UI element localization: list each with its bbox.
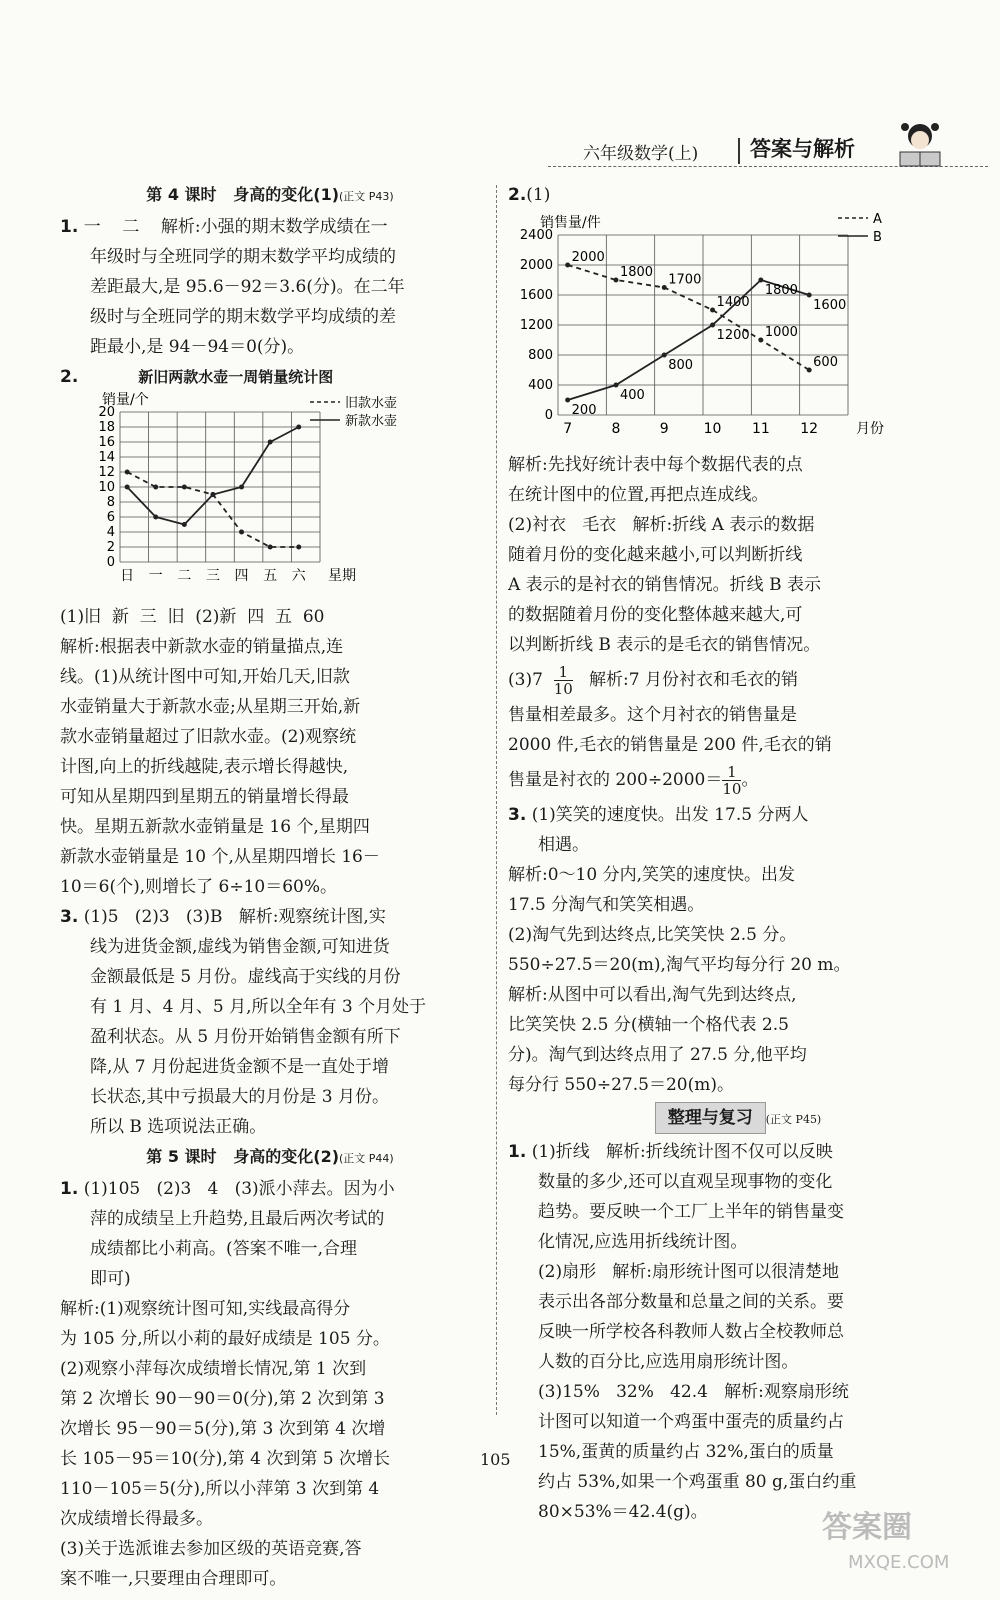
text-line: 距最小,是 94－94＝0(分)。 bbox=[90, 337, 305, 357]
y-tick-label: 2000 bbox=[519, 258, 553, 273]
legend-label: 旧款水壶 bbox=[345, 396, 398, 411]
text-line: 长 105－95＝10(分),第 4 次到第 5 次增长 bbox=[60, 1449, 391, 1469]
x-tick-label: 三 bbox=[205, 568, 220, 584]
review-heading: 整理与复习 (正文 P45) bbox=[508, 1102, 968, 1135]
fraction-1-10: $\frac{1}{10}$ bbox=[553, 663, 573, 698]
text-line: 1. 一 二 解析:小强的期末数学成绩在一 bbox=[60, 217, 388, 237]
text-line: 550÷27.5＝20(m),淘气平均每分行 20 m。 bbox=[508, 955, 851, 975]
text-line: 10＝6(个),则增长了 6÷10＝60%。 bbox=[60, 877, 337, 897]
x-tick-label: 日 bbox=[120, 568, 135, 584]
data-label: 800 bbox=[668, 358, 694, 373]
header-divider bbox=[738, 138, 740, 164]
text-line: 为 105 分,所以小莉的最好成绩是 105 分。 bbox=[60, 1329, 390, 1349]
watermark-logo: 答案圈 bbox=[822, 1510, 912, 1545]
text-line: 新款水壶销量是 10 个,从星期四增长 16－ bbox=[60, 847, 380, 867]
text-line: 以判断折线 B 表示的是毛衣的销售情况。 bbox=[508, 635, 821, 655]
text-line: (3)关于选派谁去参加区级的英语竞赛,答 bbox=[60, 1539, 362, 1559]
data-label: 1800 bbox=[764, 283, 798, 298]
question-number: 1. bbox=[60, 217, 79, 237]
data-label: 600 bbox=[813, 355, 838, 370]
text-line: 化情况,应选用折线统计图。 bbox=[538, 1232, 748, 1252]
text-line: 萍的成绩呈上升趋势,且最后两次考试的 bbox=[90, 1209, 385, 1229]
text-line: 80×53%＝42.4(g)。 bbox=[538, 1502, 708, 1522]
text-line: 即可) bbox=[90, 1269, 131, 1289]
x-tick-label: 7 bbox=[563, 421, 573, 437]
text-line: 1. (1)折线 解析:折线统计图不仅可以反映 bbox=[508, 1142, 833, 1162]
text-line: 差距最大,是 95.6－92＝3.6(分)。在二年 bbox=[90, 277, 405, 297]
data-label: 1400 bbox=[716, 295, 750, 310]
data-point bbox=[296, 425, 301, 430]
text-line: 售量相差最多。这个月衬衣的销售量是 bbox=[508, 705, 797, 725]
question-number: 1. bbox=[508, 1142, 527, 1162]
text-line: 计图可以知道一个鸡蛋中蛋壳的质量约占 bbox=[538, 1412, 844, 1432]
y-tick-label: 14 bbox=[98, 450, 115, 465]
column-divider bbox=[496, 185, 497, 1415]
data-point bbox=[662, 285, 667, 290]
data-label: 1200 bbox=[716, 328, 750, 343]
answer-review-q1 bbox=[508, 1137, 968, 1527]
data-point bbox=[710, 323, 715, 328]
data-point bbox=[807, 368, 812, 373]
book-subtitle: 六年级数学(上) bbox=[583, 144, 699, 164]
legend-label: 新款水壶 bbox=[345, 414, 398, 429]
series-line bbox=[127, 472, 299, 547]
data-point bbox=[296, 545, 301, 550]
y-tick-label: 800 bbox=[528, 348, 553, 363]
data-point bbox=[239, 530, 244, 535]
question-number: 3. bbox=[60, 907, 79, 927]
text-line: 盈利状态。从 5 月份开始销售金额有所下 bbox=[90, 1027, 401, 1047]
series-line bbox=[568, 280, 810, 400]
data-point bbox=[210, 492, 215, 497]
text-line: 款水壶销量超过了旧款水壶。(2)观察统 bbox=[60, 727, 357, 747]
text-line: (2)观察小萍每次成绩增长情况,第 1 次到 bbox=[60, 1359, 367, 1379]
text-line: 次增长 95－90＝5(分),第 3 次到第 4 次增 bbox=[60, 1419, 386, 1439]
text-line: 17.5 分淘气和笑笑相遇。 bbox=[508, 895, 705, 915]
data-label: 2000 bbox=[571, 250, 605, 265]
text-line: 金额最低是 5 月份。虚线高于实线的月份 bbox=[90, 967, 401, 987]
y-tick-label: 1600 bbox=[519, 288, 553, 303]
x-tick-label: 五 bbox=[263, 568, 278, 584]
data-point bbox=[758, 338, 763, 343]
y-tick-label: 2 bbox=[106, 540, 115, 555]
data-label: 200 bbox=[571, 403, 597, 418]
y-tick-label: 20 bbox=[98, 405, 115, 420]
text-line: 相遇。 bbox=[538, 835, 589, 855]
text-line: 解析:根据表中新款水壶的销量描点,连 bbox=[60, 637, 344, 657]
x-tick-label: 8 bbox=[611, 421, 621, 437]
legend-label: A bbox=[873, 212, 882, 227]
text-line: 3. (1)笑笑的速度快。出发 17.5 分两人 bbox=[508, 805, 809, 825]
text-line: 2000 件,毛衣的销售量是 200 件,毛衣的销 bbox=[508, 735, 832, 755]
text-line: 所以 B 选项说法正确。 bbox=[90, 1117, 267, 1137]
x-axis-label: 月份 bbox=[856, 421, 884, 437]
text-line: 有 1 月、4 月、5 月,所以全年有 3 个月处于 bbox=[90, 997, 427, 1017]
data-label: 1700 bbox=[668, 272, 702, 288]
text-line: 级时与全班同学的期末数学平均成绩的差 bbox=[90, 307, 396, 327]
text-line: (2)淘气先到达终点,比笑笑快 2.5 分。 bbox=[508, 925, 797, 945]
data-point bbox=[125, 485, 130, 490]
answer-l5-q1 bbox=[60, 1174, 480, 1294]
text-line: (2)衬衣 毛衣 解析:折线 A 表示的数据 bbox=[508, 515, 815, 535]
text-line: (2)扇形 解析:扇形统计图可以很清楚地 bbox=[538, 1262, 840, 1282]
text-line: (3)15% 32% 42.4 解析:观察扇形统 bbox=[538, 1382, 849, 1402]
text-line: 表示出各部分数量和总量之间的关系。要 bbox=[538, 1292, 844, 1312]
question-number: 1. bbox=[60, 1179, 79, 1199]
data-point bbox=[182, 485, 187, 490]
data-point bbox=[662, 353, 667, 358]
answer-q2-text bbox=[60, 602, 480, 902]
data-point bbox=[153, 515, 158, 520]
right-column bbox=[508, 180, 968, 1527]
data-point bbox=[613, 278, 618, 283]
answer-q3 bbox=[60, 902, 480, 1142]
x-axis-label: 星期 bbox=[328, 568, 356, 584]
text-line: 线为进货金额,虚线为销售金额,可知进货 bbox=[90, 937, 390, 957]
text-line: 水壶销量大于新款水壶;从星期三开始,新 bbox=[60, 697, 361, 717]
text-line: 年级时与全班同学的期末数学平均成绩的 bbox=[90, 247, 396, 267]
x-tick-label: 六 bbox=[291, 568, 306, 584]
text-line: 解析:先找好统计表中每个数据代表的点 bbox=[508, 455, 803, 475]
text-line: 1. (1)105 (2)3 4 (3)派小萍去。因为小 bbox=[60, 1179, 395, 1199]
page-number: 105 bbox=[480, 1450, 511, 1469]
answer-q1 bbox=[60, 212, 480, 362]
text-line: 约占 53%,如果一个鸡蛋重 80 g,蛋白约重 bbox=[538, 1472, 857, 1492]
mascot-reading-icon bbox=[885, 118, 955, 173]
y-tick-label: 4 bbox=[106, 525, 115, 540]
y-tick-label: 10 bbox=[98, 480, 115, 495]
data-point bbox=[565, 263, 570, 268]
text-line: 3. (1)5 (2)3 (3)B 解析:观察统计图,实 bbox=[60, 907, 386, 927]
left-column bbox=[60, 180, 480, 1594]
data-label: 1800 bbox=[619, 265, 654, 280]
text-line: 每分行 550÷27.5＝20(m)。 bbox=[508, 1075, 734, 1095]
y-tick-label: 1200 bbox=[519, 318, 553, 333]
legend-label: B bbox=[873, 230, 882, 245]
data-point bbox=[268, 545, 273, 550]
kettle-sales-chart bbox=[60, 392, 480, 592]
text-line: 解析:0～10 分内,笑笑的速度快。出发 bbox=[508, 865, 795, 885]
x-tick-label: 一 bbox=[148, 568, 163, 584]
fraction-1-10-result: $\frac{1}{10}$ bbox=[722, 763, 742, 798]
text-line: 计图,向上的折线越陡,表示增长得越快, bbox=[60, 757, 349, 777]
data-point bbox=[239, 485, 244, 490]
text-line: 趋势。要反映一个工厂上半年的销售量变 bbox=[538, 1202, 844, 1222]
data-point bbox=[565, 398, 570, 403]
text-line: 成绩都比小莉高。(答案不唯一,合理 bbox=[90, 1239, 358, 1259]
data-point bbox=[153, 485, 158, 490]
answer-q2-explain bbox=[508, 450, 968, 660]
data-point bbox=[807, 293, 812, 298]
text-line: 反映一所学校各科教师人数占全校教师总 bbox=[538, 1322, 844, 1342]
text-line: 长状态,其中亏损最大的月份是 3 月份。 bbox=[90, 1087, 390, 1107]
x-tick-label: 10 bbox=[703, 421, 722, 437]
answer-q3-right bbox=[508, 800, 968, 860]
text-line: 110－105＝5(分),所以小萍第 3 次到第 4 bbox=[60, 1479, 380, 1499]
y-tick-label: 400 bbox=[528, 378, 553, 393]
answer-q2-3-last: 售量是衬衣的 200÷2000＝ $\frac{1}{10}$ 。 bbox=[508, 763, 759, 798]
text-line: 人数的百分比,应选用扇形统计图。 bbox=[538, 1352, 799, 1372]
q2-heading: 2. 新旧两款水壶一周销量统计图 bbox=[60, 367, 334, 387]
data-point bbox=[125, 470, 130, 475]
data-point bbox=[613, 383, 618, 388]
text-line: 解析:从图中可以看出,淘气先到达终点, bbox=[508, 985, 797, 1005]
text-line: 降,从 7 月份起进货金额不是一直处于增 bbox=[90, 1057, 390, 1077]
data-label: 400 bbox=[619, 388, 645, 403]
data-point bbox=[710, 308, 715, 313]
text-line: 可知从星期四到星期五的销量增长得最 bbox=[60, 787, 349, 807]
text-line: 数量的多少,还可以直观呈现事物的变化 bbox=[538, 1172, 833, 1192]
x-tick-label: 12 bbox=[800, 421, 819, 437]
lesson-4-title: 第 4 课时 身高的变化(1)(正文 P43) bbox=[146, 185, 394, 204]
watermark-url: MXQE.COM bbox=[848, 1552, 950, 1573]
x-tick-label: 9 bbox=[659, 421, 669, 437]
text-line: 第 2 次增长 90－90＝0(分),第 2 次到第 3 bbox=[60, 1389, 385, 1409]
answer-q2-3-lines bbox=[508, 700, 968, 760]
x-tick-label: 四 bbox=[234, 568, 249, 584]
answer-q2-3: (3)7 $\frac{1}{10}$ 解析:7 月份衬衣和毛衣的销 bbox=[508, 663, 798, 698]
question-number: 3. bbox=[508, 805, 527, 825]
text-line: 比笑笑快 2.5 分(横轴一个格代表 2.5 bbox=[508, 1015, 789, 1035]
y-tick-label: 2400 bbox=[519, 228, 553, 243]
y-tick-label: 12 bbox=[98, 465, 115, 480]
y-tick-label: 0 bbox=[106, 555, 115, 570]
text-line: 快。星期五新款水壶销量是 16 个,星期四 bbox=[60, 817, 370, 837]
data-point bbox=[182, 522, 187, 527]
y-tick-label: 6 bbox=[106, 510, 115, 525]
section-title: 答案与解析 bbox=[750, 137, 855, 161]
text-line: 解析:(1)观察统计图可知,实线最高得分 bbox=[60, 1299, 351, 1319]
clothing-sales-chart bbox=[508, 210, 968, 440]
y-axis-label: 销售量/件 bbox=[540, 215, 601, 231]
text-line: 的数据随着月份的变化整体越来越大,可 bbox=[508, 605, 803, 625]
lesson-5-title: 第 5 课时 身高的变化(2)(正文 P44) bbox=[146, 1147, 394, 1166]
text-line: 线。(1)从统计图中可知,开始几天,旧款 bbox=[60, 667, 350, 687]
x-tick-label: 11 bbox=[751, 421, 770, 437]
y-tick-label: 16 bbox=[98, 435, 115, 450]
text-line: 15%,蛋黄的质量约占 32%,蛋白的质量 bbox=[538, 1442, 834, 1462]
y-axis-label: 销量/个 bbox=[102, 392, 149, 408]
text-line: 随着月份的变化越来越小,可以判断折线 bbox=[508, 545, 803, 565]
text-line: 在统计图中的位置,再把点连成线。 bbox=[508, 485, 769, 505]
x-tick-label: 二 bbox=[177, 568, 192, 584]
data-point bbox=[758, 278, 763, 283]
text-line: 案不唯一,只要理由合理即可。 bbox=[60, 1569, 287, 1589]
y-tick-label: 0 bbox=[544, 408, 553, 423]
text-line: 次成绩增长得最多。 bbox=[60, 1509, 213, 1529]
data-label: 1600 bbox=[813, 298, 847, 313]
y-tick-label: 8 bbox=[106, 495, 115, 510]
answer-q3-explain bbox=[508, 860, 968, 1100]
text-line: 分)。淘气到达终点用了 27.5 分,他平均 bbox=[508, 1045, 807, 1065]
q2-heading-right: 2.(1) bbox=[508, 185, 551, 205]
data-point bbox=[268, 440, 273, 445]
answer-l5-q1-explain bbox=[60, 1294, 480, 1594]
text-line: A 表示的是衬衣的销售情况。折线 B 表示 bbox=[508, 575, 821, 595]
y-tick-label: 18 bbox=[98, 420, 115, 435]
text-line: (1)旧 新 三 旧 (2)新 四 五 60 bbox=[60, 607, 325, 627]
data-label: 1000 bbox=[764, 325, 798, 340]
